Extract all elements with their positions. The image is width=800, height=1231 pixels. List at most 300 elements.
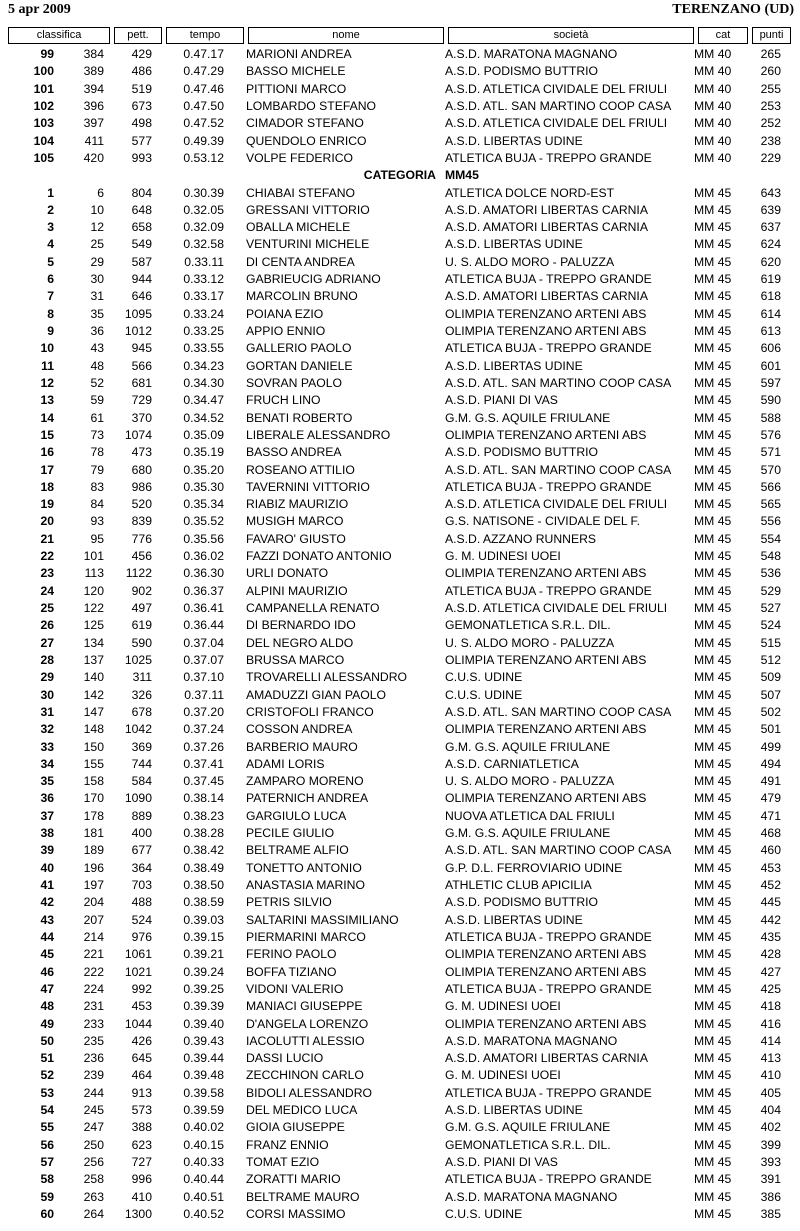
- cell-category: MM 45: [694, 860, 732, 875]
- cell-rank: 35: [40, 774, 54, 789]
- cell-points: 576: [760, 427, 781, 442]
- header-cat: cat: [698, 27, 748, 44]
- cell-points: 404: [760, 1103, 781, 1118]
- cell-rank: 102: [33, 98, 54, 113]
- table-row: [0, 565, 800, 582]
- cell-rank: 49: [40, 1016, 54, 1031]
- table-row: [0, 1085, 800, 1102]
- table-row: [0, 652, 800, 669]
- cell-points: 260: [760, 64, 781, 79]
- cell-bib: 519: [131, 81, 152, 96]
- cell-category: MM 45: [694, 375, 732, 390]
- table-row: [0, 773, 800, 790]
- cell-club: OLIMPIA TERENZANO ARTENI ABS: [445, 1016, 647, 1031]
- cell-bib: 587: [131, 254, 152, 269]
- cell-position: 12: [90, 220, 104, 235]
- cell-bib: 839: [131, 514, 152, 529]
- cell-category: MM 40: [694, 150, 732, 165]
- table-row: [0, 583, 800, 600]
- cell-position: 411: [84, 133, 104, 148]
- cell-category: MM 45: [694, 1085, 732, 1100]
- cell-club: ATLETICA BUJA - TREPPO GRANDE: [445, 341, 652, 356]
- cell-position: 93: [90, 514, 104, 529]
- cell-category: MM 40: [694, 116, 732, 131]
- cell-time: 0.33.17: [183, 289, 224, 304]
- cell-category: MM 45: [694, 618, 732, 633]
- cell-position: 59: [90, 393, 104, 408]
- cell-bib: 488: [131, 895, 152, 910]
- cell-rank: 40: [40, 860, 54, 875]
- cell-bib: 673: [131, 98, 152, 113]
- cell-time: 0.39.24: [183, 964, 224, 979]
- cell-bib: 1074: [124, 427, 152, 442]
- cell-time: 0.47.46: [183, 81, 224, 96]
- cell-club: G.M. G.S. AQUILE FRIULANE: [445, 826, 611, 841]
- cell-points: 556: [760, 514, 781, 529]
- cell-time: 0.39.03: [183, 912, 224, 927]
- cell-points: 453: [760, 860, 781, 875]
- cell-athlete-name: DI CENTA ANDREA: [246, 254, 355, 269]
- cell-category: MM 40: [694, 47, 732, 61]
- cell-position: 264: [83, 1206, 104, 1221]
- cell-points: 229: [760, 150, 781, 165]
- cell-category: MM 45: [694, 531, 732, 546]
- cell-position: 247: [83, 1120, 104, 1135]
- cell-time: 0.38.23: [183, 808, 224, 823]
- cell-category: MM 45: [694, 1120, 732, 1135]
- cell-bib: 744: [131, 756, 152, 771]
- cell-rank: 25: [40, 601, 54, 615]
- cell-category: MM 45: [694, 1103, 732, 1118]
- cell-bib: 497: [131, 601, 152, 615]
- cell-bib: 902: [131, 583, 152, 598]
- table-row: [0, 410, 800, 427]
- cell-category: MM 45: [694, 427, 732, 442]
- cell-time: 0.39.25: [183, 981, 224, 996]
- table-row: [0, 513, 800, 530]
- cell-category: MM 45: [694, 999, 732, 1014]
- table-row: [0, 964, 800, 981]
- table-row: [0, 635, 800, 652]
- cell-rank: 60: [40, 1206, 54, 1221]
- cell-club: A.S.D. PODISMO BUTTRIO: [445, 895, 599, 910]
- table-row: [0, 358, 800, 375]
- cell-club: ATLETICA BUJA - TREPPO GRANDE: [445, 1172, 652, 1187]
- cell-position: 236: [83, 1051, 104, 1066]
- cell-athlete-name: GIOIA GIUSEPPE: [246, 1120, 345, 1135]
- cell-category: MM 45: [694, 272, 732, 287]
- cell-category: MM 45: [694, 756, 732, 771]
- cell-rank: 18: [40, 479, 54, 494]
- cell-rank: 31: [40, 704, 54, 719]
- cell-points: 386: [760, 1189, 781, 1204]
- cell-club: A.S.D. PODISMO BUTTRIO: [445, 445, 599, 460]
- cell-points: 614: [760, 306, 781, 321]
- cell-rank: 99: [40, 47, 54, 61]
- cell-athlete-name: APPIO ENNIO: [246, 324, 326, 338]
- table-row: [0, 254, 800, 271]
- cell-rank: 50: [40, 1033, 54, 1048]
- cell-time: 0.36.41: [183, 601, 224, 615]
- cell-rank: 39: [40, 843, 54, 858]
- cell-club: A.S.D. ATL. SAN MARTINO COOP CASA: [445, 704, 672, 719]
- cell-points: 613: [760, 324, 781, 338]
- cell-bib: 976: [131, 929, 152, 944]
- cell-rank: 33: [40, 739, 54, 754]
- cell-time: 0.39.44: [183, 1051, 224, 1066]
- cell-athlete-name: FRUCH LINO: [246, 393, 321, 408]
- cell-rank: 56: [40, 1137, 54, 1152]
- cell-points: 588: [760, 410, 781, 425]
- cell-rank: 51: [40, 1051, 54, 1066]
- cell-category: MM 45: [694, 1155, 732, 1169]
- cell-bib: 453: [131, 999, 152, 1014]
- cell-time: 0.39.15: [183, 929, 224, 944]
- cell-time: 0.37.45: [183, 774, 224, 789]
- cell-category: MM 45: [694, 1051, 732, 1066]
- cell-bib: 1012: [124, 324, 152, 338]
- cell-bib: 426: [131, 1033, 152, 1048]
- cell-athlete-name: TONETTO ANTONIO: [246, 860, 362, 875]
- table-row: [0, 998, 800, 1015]
- category-heading: [0, 167, 800, 184]
- cell-athlete-name: BIDOLI ALESSANDRO: [246, 1085, 372, 1100]
- cell-bib: 410: [131, 1189, 152, 1204]
- table-row: [0, 306, 800, 323]
- cell-bib: 473: [131, 445, 152, 460]
- cell-club: A.S.D. LIBERTAS UDINE: [445, 358, 583, 373]
- cell-time: 0.33.11: [184, 254, 224, 269]
- cell-rank: 103: [33, 116, 54, 131]
- cell-bib: 804: [131, 185, 152, 200]
- cell-position: 235: [83, 1033, 104, 1048]
- cell-category: MM 45: [694, 1137, 732, 1152]
- cell-time: 0.47.29: [183, 64, 224, 79]
- cell-athlete-name: PATERNICH ANDREA: [246, 791, 369, 806]
- cell-position: 125: [83, 618, 104, 633]
- cell-time: 0.34.52: [183, 410, 224, 425]
- cell-position: 61: [90, 410, 104, 425]
- cell-points: 524: [760, 618, 781, 633]
- cell-athlete-name: GABRIEUCIG ADRIANO: [246, 272, 381, 287]
- cell-time: 0.47.52: [183, 116, 224, 131]
- cell-athlete-name: DASSI LUCIO: [246, 1051, 324, 1066]
- cell-category: MM 45: [694, 1033, 732, 1048]
- cell-club: A.S.D. AMATORI LIBERTAS CARNIA: [445, 289, 648, 304]
- cell-points: 491: [760, 774, 781, 789]
- cell-points: 402: [760, 1120, 781, 1135]
- cell-category: MM 45: [694, 583, 732, 598]
- cell-category: MM 45: [694, 670, 732, 685]
- cell-bib: 727: [131, 1155, 152, 1169]
- cell-rank: 16: [40, 445, 54, 460]
- cell-position: 30: [90, 272, 104, 287]
- cell-rank: 52: [40, 1068, 54, 1083]
- cell-points: 619: [760, 272, 781, 287]
- cell-athlete-name: POIANA EZIO: [246, 306, 324, 321]
- table-row: [0, 185, 800, 202]
- table-row: [0, 1171, 800, 1188]
- cell-position: 73: [90, 427, 104, 442]
- cell-bib: 1300: [124, 1206, 152, 1221]
- cell-athlete-name: MARCOLIN BRUNO: [246, 289, 358, 304]
- table-row: [0, 617, 800, 634]
- cell-points: 501: [760, 722, 781, 737]
- cell-athlete-name: CRISTOFOLI FRANCO: [246, 704, 374, 719]
- cell-club: OLIMPIA TERENZANO ARTENI ABS: [445, 964, 647, 979]
- cell-rank: 7: [47, 289, 54, 304]
- cell-position: 239: [83, 1068, 104, 1083]
- cell-position: 170: [83, 791, 104, 806]
- cell-position: 204: [83, 895, 104, 910]
- cell-category: MM 45: [694, 289, 732, 304]
- cell-athlete-name: RIABIZ MAURIZIO: [246, 497, 349, 512]
- cell-rank: 36: [40, 791, 54, 806]
- cell-category: MM 45: [694, 549, 732, 564]
- cell-time: 0.35.30: [183, 479, 224, 494]
- cell-position: 95: [90, 531, 104, 546]
- cell-category: MM 45: [694, 479, 732, 494]
- header-punti: punti: [752, 27, 791, 44]
- cell-rank: 13: [40, 393, 54, 408]
- cell-points: 479: [760, 791, 781, 806]
- cell-time: 0.39.58: [183, 1085, 224, 1100]
- cell-bib: 992: [131, 981, 152, 996]
- cell-club: A.S.D. CARNIATLETICA: [445, 756, 579, 771]
- cell-club: A.S.D. AMATORI LIBERTAS CARNIA: [445, 220, 648, 235]
- cell-points: 527: [760, 601, 781, 615]
- cell-athlete-name: TAVERNINI VITTORIO: [246, 479, 370, 494]
- cell-club: A.S.D. LIBERTAS UDINE: [445, 237, 583, 252]
- cell-category: MM 45: [694, 981, 732, 996]
- cell-points: 255: [760, 81, 781, 96]
- cell-position: 396: [83, 98, 104, 113]
- cell-rank: 21: [40, 531, 54, 546]
- cell-bib: 524: [131, 912, 152, 927]
- cell-points: 460: [760, 843, 781, 858]
- cell-athlete-name: AMADUZZI GIAN PAOLO: [246, 687, 386, 702]
- table-row: [0, 704, 800, 721]
- cell-points: 452: [760, 878, 781, 892]
- cell-time: 0.33.24: [183, 306, 224, 321]
- cell-time: 0.33.55: [183, 341, 224, 356]
- cell-athlete-name: COSSON ANDREA: [246, 722, 353, 737]
- cell-athlete-name: ZORATTI MARIO: [246, 1172, 341, 1187]
- cell-bib: 913: [131, 1085, 152, 1100]
- table-row: [0, 115, 800, 132]
- cell-time: 0.37.26: [183, 739, 224, 754]
- cell-position: 101: [83, 549, 104, 564]
- table-row: [0, 444, 800, 461]
- cell-athlete-name: VENTURINI MICHELE: [246, 237, 370, 252]
- cell-points: 624: [760, 237, 781, 252]
- cell-position: 52: [90, 375, 104, 390]
- cell-athlete-name: QUENDOLO ENRICO: [246, 133, 367, 148]
- cell-club: OLIMPIA TERENZANO ARTENI ABS: [445, 566, 647, 581]
- cell-category: MM 45: [694, 324, 732, 338]
- cell-points: 471: [760, 808, 781, 823]
- cell-points: 554: [760, 531, 781, 546]
- cell-athlete-name: BOFFA TIZIANO: [246, 964, 337, 979]
- cell-bib: 678: [131, 704, 152, 719]
- cell-time: 0.37.41: [183, 756, 224, 771]
- table-row: [0, 219, 800, 236]
- cell-position: 148: [83, 722, 104, 737]
- cell-rank: 105: [33, 150, 54, 165]
- cell-points: 418: [760, 999, 781, 1014]
- table-row: [0, 1016, 800, 1033]
- cell-points: 571: [760, 445, 781, 460]
- cell-time: 0.38.14: [183, 791, 224, 806]
- cell-bib: 1122: [125, 566, 152, 581]
- cell-time: 0.35.09: [183, 427, 224, 442]
- cell-position: 178: [83, 808, 104, 823]
- cell-bib: 326: [131, 687, 152, 702]
- cell-rank: 2: [47, 202, 54, 217]
- cell-bib: 729: [131, 393, 152, 408]
- cell-category: MM 45: [694, 791, 732, 806]
- cell-time: 0.53.12: [183, 150, 224, 165]
- cell-rank: 8: [47, 306, 54, 321]
- table-row: [0, 133, 800, 150]
- cell-club: A.S.D. AZZANO RUNNERS: [445, 531, 597, 546]
- cell-club: A.S.D. MARATONA MAGNANO: [445, 1189, 618, 1204]
- cell-club: ATLETICA BUJA - TREPPO GRANDE: [445, 583, 652, 598]
- cell-rank: 59: [40, 1189, 54, 1204]
- table-row: [0, 929, 800, 946]
- cell-position: 31: [90, 289, 104, 304]
- cell-rank: 47: [40, 981, 54, 996]
- cell-points: 427: [760, 964, 781, 979]
- cell-athlete-name: DI BERNARDO IDO: [246, 618, 356, 633]
- cell-athlete-name: FAVARO' GIUSTO: [246, 531, 346, 546]
- cell-category: MM 45: [694, 185, 732, 200]
- cell-athlete-name: GRESSANI VITTORIO: [246, 202, 370, 217]
- cell-points: 529: [760, 583, 781, 598]
- cell-points: 494: [760, 756, 781, 771]
- cell-position: 394: [83, 81, 104, 96]
- cell-bib: 498: [131, 116, 152, 131]
- cell-points: 565: [760, 497, 781, 512]
- table-row: [0, 721, 800, 738]
- cell-rank: 42: [40, 895, 54, 910]
- cell-category: MM 45: [694, 341, 732, 356]
- cell-time: 0.38.49: [183, 860, 224, 875]
- cell-club: C.U.S. UDINE: [445, 670, 523, 685]
- cell-club: ATLETICA BUJA - TREPPO GRANDE: [445, 150, 652, 165]
- cell-position: 233: [83, 1016, 104, 1031]
- cell-rank: 45: [40, 947, 54, 962]
- cell-position: 25: [90, 237, 104, 252]
- cell-bib: 681: [131, 375, 152, 390]
- cell-position: 250: [83, 1137, 104, 1152]
- table-row: [0, 150, 800, 167]
- cell-athlete-name: FERINO PAOLO: [246, 947, 337, 962]
- cell-position: 189: [83, 843, 104, 858]
- cell-athlete-name: TOMAT EZIO: [246, 1155, 320, 1169]
- cell-time: 0.38.59: [183, 895, 224, 910]
- cell-rank: 14: [40, 410, 54, 425]
- cell-points: 637: [760, 220, 781, 235]
- cell-time: 0.35.52: [183, 514, 224, 529]
- cell-category: MM 45: [694, 826, 732, 841]
- cell-club: ATLETICA BUJA - TREPPO GRANDE: [445, 981, 652, 996]
- cell-club: NUOVA ATLETICA DAL FRIULI: [445, 808, 615, 823]
- cell-bib: 945: [131, 341, 152, 356]
- cell-time: 0.39.43: [183, 1033, 224, 1048]
- cell-position: 29: [90, 254, 104, 269]
- cell-club: A.S.D. ATLETICA CIVIDALE DEL FRIULI: [445, 81, 668, 96]
- cell-rank: 101: [33, 81, 54, 96]
- cell-club: G. M. UDINESI UOEI: [445, 999, 561, 1014]
- cell-athlete-name: LIBERALE ALESSANDRO: [246, 427, 391, 442]
- cell-athlete-name: BRUSSA MARCO: [246, 652, 345, 667]
- cell-time: 0.47.50: [183, 98, 224, 113]
- cell-position: 147: [83, 704, 104, 719]
- cell-club: A.S.D. AMATORI LIBERTAS CARNIA: [445, 202, 648, 217]
- cell-category: MM 45: [694, 878, 732, 892]
- cell-time: 0.39.39: [183, 999, 224, 1014]
- cell-rank: 29: [40, 670, 54, 685]
- cell-time: 0.30.39: [183, 185, 224, 200]
- cell-time: 0.34.47: [183, 393, 224, 408]
- cell-athlete-name: BELTRAME MAURO: [246, 1189, 360, 1204]
- cell-bib: 577: [131, 133, 152, 148]
- cell-bib: 889: [131, 808, 152, 823]
- cell-time: 0.32.05: [183, 202, 224, 217]
- table-row: [0, 98, 800, 115]
- cell-position: 231: [83, 999, 104, 1014]
- cell-points: 639: [760, 202, 781, 217]
- cell-rank: 22: [40, 549, 54, 564]
- cell-athlete-name: D'ANGELA LORENZO: [246, 1016, 369, 1031]
- cell-time: 0.35.20: [183, 462, 224, 477]
- cell-athlete-name: MARIONI ANDREA: [246, 47, 352, 61]
- cell-points: 435: [760, 929, 781, 944]
- cell-bib: 456: [131, 549, 152, 564]
- table-row: [0, 1067, 800, 1084]
- cell-club: ATLETICA BUJA - TREPPO GRANDE: [445, 272, 652, 287]
- cell-points: 445: [760, 895, 781, 910]
- table-row: [0, 1102, 800, 1119]
- cell-rank: 54: [40, 1103, 54, 1118]
- cell-athlete-name: ZAMPARO MORENO: [246, 774, 364, 789]
- table-row: [0, 531, 800, 548]
- cell-bib: 1061: [124, 947, 152, 962]
- cell-rank: 28: [40, 652, 54, 667]
- cell-athlete-name: ROSEANO ATTILIO: [246, 462, 355, 477]
- cell-position: 35: [90, 306, 104, 321]
- table-row: [0, 323, 800, 340]
- header-classifica: classifica: [8, 27, 110, 44]
- cell-athlete-name: PETRIS SILVIO: [246, 895, 332, 910]
- cell-category: MM 45: [694, 1172, 732, 1187]
- table-row: [0, 63, 800, 80]
- cell-category: MM 45: [694, 410, 732, 425]
- table-row: [0, 1137, 800, 1154]
- cell-position: 224: [83, 981, 104, 996]
- cell-club: GEMONATLETICA S.R.L. DIL.: [445, 618, 611, 633]
- cell-time: 0.37.10: [183, 670, 224, 685]
- cell-club: G.S. NATISONE - CIVIDALE DEL F.: [445, 514, 641, 529]
- cell-bib: 619: [131, 618, 152, 633]
- cell-position: 384: [83, 47, 104, 61]
- cell-points: 620: [760, 254, 781, 269]
- race-date: 5 apr 2009: [8, 2, 71, 17]
- table-row: [0, 462, 800, 479]
- cell-club: A.S.D. ATLETICA CIVIDALE DEL FRIULI: [445, 116, 668, 131]
- cell-rank: 4: [47, 237, 54, 252]
